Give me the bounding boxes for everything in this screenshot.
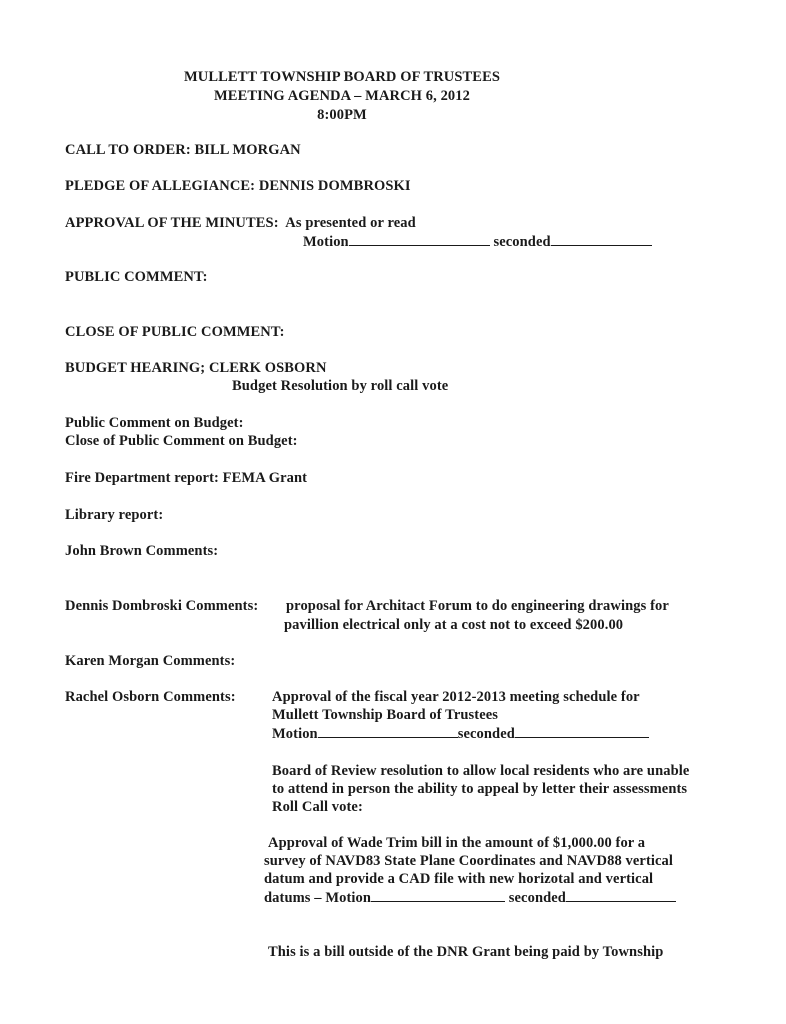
seconded-label: seconded xyxy=(508,890,566,906)
budget-resolution: Budget Resolution by roll call vote xyxy=(232,378,449,394)
close-of-public-comment: CLOSE OF PUBLIC COMMENT: xyxy=(65,324,285,340)
wade-trim-motion-line xyxy=(264,888,676,907)
minutes-motion-line xyxy=(303,232,652,251)
agenda-title: MULLETT TOWNSHIP BOARD OF TRUSTEES xyxy=(183,69,501,85)
fire-department-report: Fire Department report: FEMA Grant xyxy=(65,470,308,486)
minutes-label: APPROVAL OF THE MINUTES: xyxy=(65,215,279,231)
datums-motion-label: datums – Motion xyxy=(264,890,372,906)
roll-call-vote: Roll Call vote: xyxy=(272,799,363,815)
dennis-dombroski-comments-label: Dennis Dombroski Comments: xyxy=(65,598,259,614)
seconded-blank xyxy=(566,888,676,902)
fiscal-schedule-motion-line xyxy=(272,724,649,743)
wade-trim-line3: datum and provide a CAD file with new horizotal and vertical xyxy=(264,871,654,887)
agenda-time: 8:00PM xyxy=(317,107,367,123)
public-comment: PUBLIC COMMENT: xyxy=(65,269,208,285)
seconded-blank xyxy=(551,232,652,246)
seconded-label: seconded xyxy=(457,726,515,742)
fiscal-schedule-line2: Mullett Township Board of Trustees xyxy=(272,707,499,723)
dennis-proposal-line2: pavillion electrical only at a cost not to exceed $200.00 xyxy=(284,617,624,633)
board-of-review-line1: Board of Review resolution to allow local residents who are unable xyxy=(272,763,690,779)
agenda-date: MEETING AGENDA – MARCH 6, 2012 xyxy=(214,88,470,104)
call-to-order: CALL TO ORDER: BILL MORGAN xyxy=(65,142,301,158)
approval-of-minutes xyxy=(65,214,416,232)
dennis-proposal-line1: proposal for Architact Forum to do engineering drawings for xyxy=(286,598,669,614)
motion-blank xyxy=(318,724,458,738)
minutes-note: As presented or read xyxy=(285,215,416,231)
library-report: Library report: xyxy=(65,507,164,523)
karen-morgan-comments: Karen Morgan Comments: xyxy=(65,653,236,669)
motion-label: Motion xyxy=(303,234,349,250)
motion-label: Motion xyxy=(272,726,318,742)
motion-blank xyxy=(371,888,505,902)
fiscal-schedule-line1: Approval of the fiscal year 2012-2013 meeting schedule for xyxy=(272,689,640,705)
public-comment-on-budget: Public Comment on Budget: xyxy=(65,415,244,431)
seconded-blank xyxy=(515,724,649,738)
pledge-of-allegiance: PLEDGE OF ALLEGIANCE: DENNIS DOMBROSKI xyxy=(65,178,411,194)
motion-blank xyxy=(349,232,490,246)
seconded-label: seconded xyxy=(493,234,551,250)
wade-trim-line1: Approval of Wade Trim bill in the amount of $1,000.00 for a xyxy=(268,835,646,851)
rachel-osborn-comments-label: Rachel Osborn Comments: xyxy=(65,689,236,705)
close-of-public-comment-on-budget: Close of Public Comment on Budget: xyxy=(65,433,298,449)
wade-trim-line2: survey of NAVD83 State Plane Coordinates and NAVD88 vertical xyxy=(264,853,674,869)
john-brown-comments: John Brown Comments: xyxy=(65,543,219,559)
board-of-review-line2: to attend in person the ability to appeal by letter their assessments xyxy=(272,781,688,797)
dnr-grant-note: This is a bill outside of the DNR Grant being paid by Township xyxy=(268,944,664,960)
budget-hearing: BUDGET HEARING; CLERK OSBORN xyxy=(65,360,327,376)
